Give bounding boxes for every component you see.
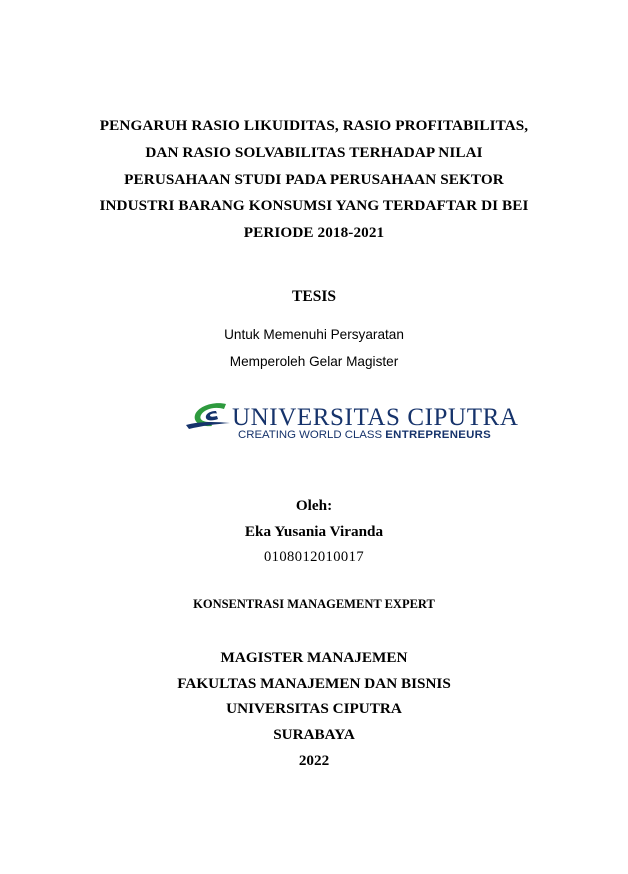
- logo-tagline-prefix: CREATING WORLD CLASS: [238, 429, 383, 441]
- institution-line: SURABAYA: [273, 726, 355, 744]
- thesis-title-line: DAN RASIO SOLVABILITAS TERHADAP NILAI: [145, 143, 483, 161]
- university-logo: [186, 398, 519, 446]
- purpose-statement: [0, 321, 628, 375]
- by-label: Oleh:: [295, 497, 333, 514]
- institution-block: [0, 645, 628, 774]
- thesis-title-line: PERIODE 2018-2021: [243, 224, 385, 242]
- purpose-line: Memperoleh Gelar Magister: [229, 354, 399, 369]
- institution-line: FAKULTAS MANAJEMEN DAN BISNIS: [177, 674, 451, 692]
- author-name: Eka Yusania Viranda: [244, 523, 384, 540]
- thesis-title-line: PERUSAHAAN STUDI PADA PERUSAHAAN SEKTOR: [124, 170, 504, 188]
- logo-university-name: UNIVERSITAS CIPUTRA: [232, 404, 519, 431]
- institution-line: 2022: [298, 751, 330, 769]
- thesis-title-line: INDUSTRI BARANG KONSUMSI YANG TERDAFTAR DI BEI: [99, 197, 529, 215]
- thesis-title: [60, 113, 568, 247]
- student-id: 0108012010017: [263, 549, 365, 565]
- concentration: KONSENTRASI MANAGEMENT EXPERT: [193, 597, 435, 611]
- thesis-title-line: PENGARUH RASIO LIKUIDITAS, RASIO PROFITABILITAS,: [99, 117, 529, 134]
- logo-tagline-emphasis: ENTREPRENEURS: [385, 429, 492, 441]
- institution-line: MAGISTER MANAJEMEN: [220, 649, 408, 666]
- document-type: TESIS: [292, 288, 336, 305]
- ciputra-swoosh-icon: [186, 400, 234, 434]
- institution-line: UNIVERSITAS CIPUTRA: [226, 700, 402, 718]
- purpose-line: Untuk Memenuhi Persyaratan: [224, 327, 404, 342]
- logo-tagline: [238, 428, 491, 442]
